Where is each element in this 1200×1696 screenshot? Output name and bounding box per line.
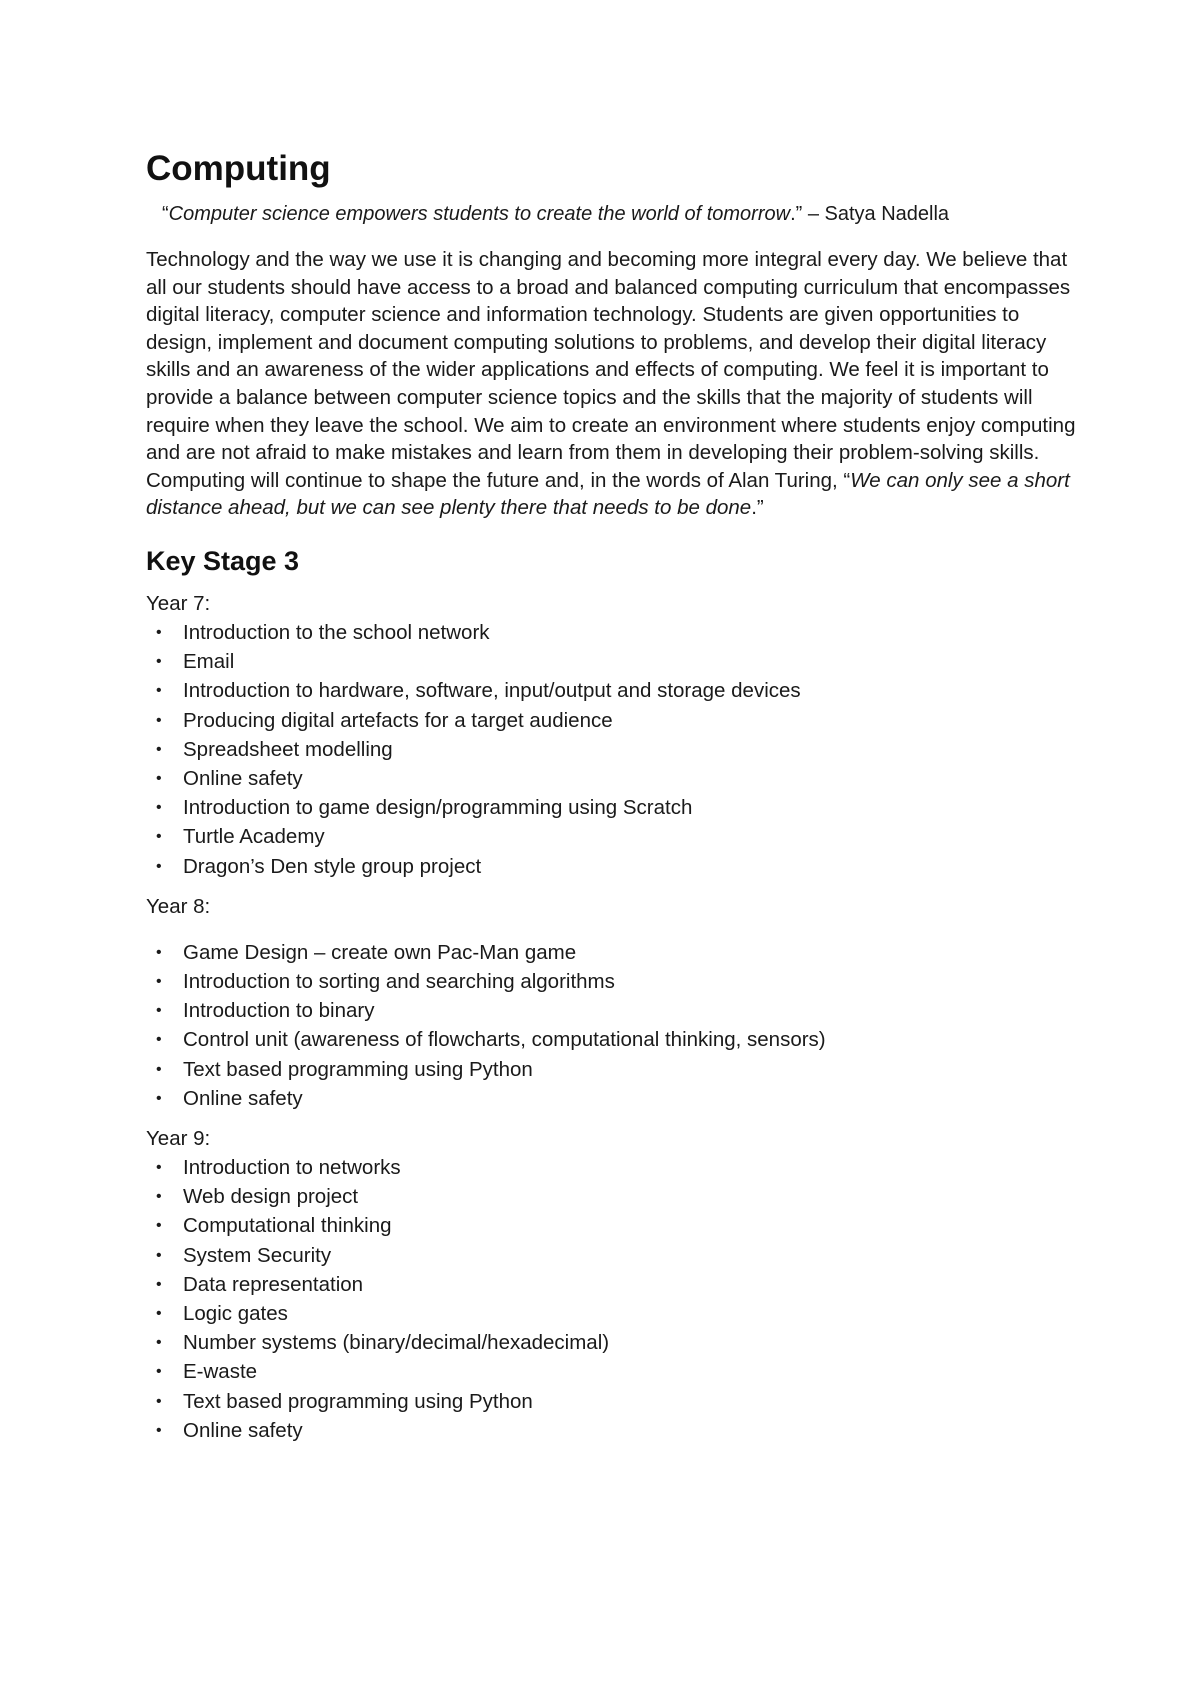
turing-quote: We can only see a short distance ahead, but we can see plenty there that needs to be done xyxy=(146,468,1070,520)
bullet-icon: • xyxy=(156,1158,162,1176)
year-8-label: Year 8: xyxy=(146,894,211,918)
bullet-icon: • xyxy=(156,711,162,729)
list-item: • Text based programming using Python xyxy=(146,1055,1076,1084)
nadella-quote xyxy=(162,200,1076,228)
bullet-icon: • xyxy=(156,1031,162,1049)
list-item: • System Security xyxy=(146,1241,1076,1270)
bullet-icon: • xyxy=(156,1002,162,1020)
bullet-icon: • xyxy=(156,1188,162,1206)
list-item: • Online safety xyxy=(146,1416,1076,1445)
quote-open: “ xyxy=(162,203,169,225)
bullet-icon: • xyxy=(156,799,162,817)
list-item: • Logic gates xyxy=(146,1299,1076,1328)
bullet-icon: • xyxy=(156,943,162,961)
list-item: • Producing digital artefacts for a target audience xyxy=(146,706,1076,735)
bullet-icon: • xyxy=(156,1363,162,1381)
intro-end: .” xyxy=(751,496,764,520)
list-item: • Online safety xyxy=(146,1084,1076,1113)
year-7-list xyxy=(146,618,1076,881)
list-item: • Data representation xyxy=(146,1270,1076,1299)
bullet-icon: • xyxy=(156,623,162,641)
year-9-list xyxy=(146,1153,1076,1445)
year-8-section xyxy=(146,893,1076,1113)
bullet-icon: • xyxy=(156,1060,162,1078)
list-item: • Number systems (binary/decimal/hexadecimal) xyxy=(146,1328,1076,1357)
spacer xyxy=(146,921,1076,938)
list-item: • Introduction to networks xyxy=(146,1153,1076,1182)
list-item: • Control unit (awareness of flowcharts, computational thinking, sensors) xyxy=(146,1025,1076,1054)
quote-text: Computer science empowers students to create the world of tomorrow xyxy=(168,203,791,225)
intro-body: Technology and the way we use it is changing and becoming more integral every day. We believe that all our students should have access to a broad and balanced computing curriculum that encompasses digital literacy, computer science and information technology. Students are given opportunities to design, implement and document computing solutions to problems, and develop their digital literacy skills and an awareness of the wider applications and effects of computing. We feel it is important to provide a balance between computer science topics and the skills that the majority of students will require when they leave the school. We aim to create an environment where students enjoy computing and are not afraid to make mistakes and learn from them in developing their problem-solving skills. Computing will continue to shape the future and, in the words of Alan Turing, “ xyxy=(146,248,1076,492)
year-9-section xyxy=(146,1125,1076,1445)
bullet-icon: • xyxy=(156,972,162,990)
bullet-icon: • xyxy=(156,1089,162,1107)
list-item: • Game Design – create own Pac-Man game xyxy=(146,938,1076,967)
bullet-icon: • xyxy=(156,1217,162,1235)
bullet-icon: • xyxy=(156,1246,162,1264)
list-item: • Introduction to game design/programming using Scratch xyxy=(146,793,1076,822)
bullet-icon: • xyxy=(156,653,162,671)
year-7-section xyxy=(146,590,1076,881)
document-page xyxy=(146,140,1076,1445)
list-item: • Dragon’s Den style group project xyxy=(146,852,1076,881)
list-item: • Web design project xyxy=(146,1182,1076,1211)
list-item: • Online safety xyxy=(146,764,1076,793)
list-item: • Email xyxy=(146,647,1076,676)
page-title: Computing xyxy=(146,149,331,188)
list-item: • Turtle Academy xyxy=(146,822,1076,851)
quote-attribution: .” – Satya Nadella xyxy=(790,203,950,225)
bullet-icon: • xyxy=(156,1275,162,1293)
spacer xyxy=(146,881,1076,893)
year-9-label: Year 9: xyxy=(146,1126,211,1150)
spacer xyxy=(146,1113,1076,1125)
bullet-icon: • xyxy=(156,1392,162,1410)
bullet-icon: • xyxy=(156,828,162,846)
list-item: • Computational thinking xyxy=(146,1211,1076,1240)
list-item: • Introduction to hardware, software, input/output and storage devices xyxy=(146,676,1076,705)
list-item: • Spreadsheet modelling xyxy=(146,735,1076,764)
list-item: • Introduction to sorting and searching algorithms xyxy=(146,967,1076,996)
bullet-icon: • xyxy=(156,1305,162,1322)
bullet-icon: • xyxy=(156,769,162,787)
list-item: • Introduction to the school network xyxy=(146,618,1076,647)
key-stage-heading: Key Stage 3 xyxy=(146,545,300,576)
bullet-icon: • xyxy=(156,1334,162,1352)
year-8-list xyxy=(146,938,1076,1113)
bullet-icon: • xyxy=(156,740,162,758)
year-7-label: Year 7: xyxy=(146,591,211,615)
list-item: • Text based programming using Python xyxy=(146,1387,1076,1416)
bullet-icon: • xyxy=(156,1421,162,1439)
intro-paragraph xyxy=(146,246,1076,522)
bullet-icon: • xyxy=(156,857,162,875)
bullet-icon: • xyxy=(156,682,162,700)
list-item: • E-waste xyxy=(146,1357,1076,1386)
list-item: • Introduction to binary xyxy=(146,996,1076,1025)
